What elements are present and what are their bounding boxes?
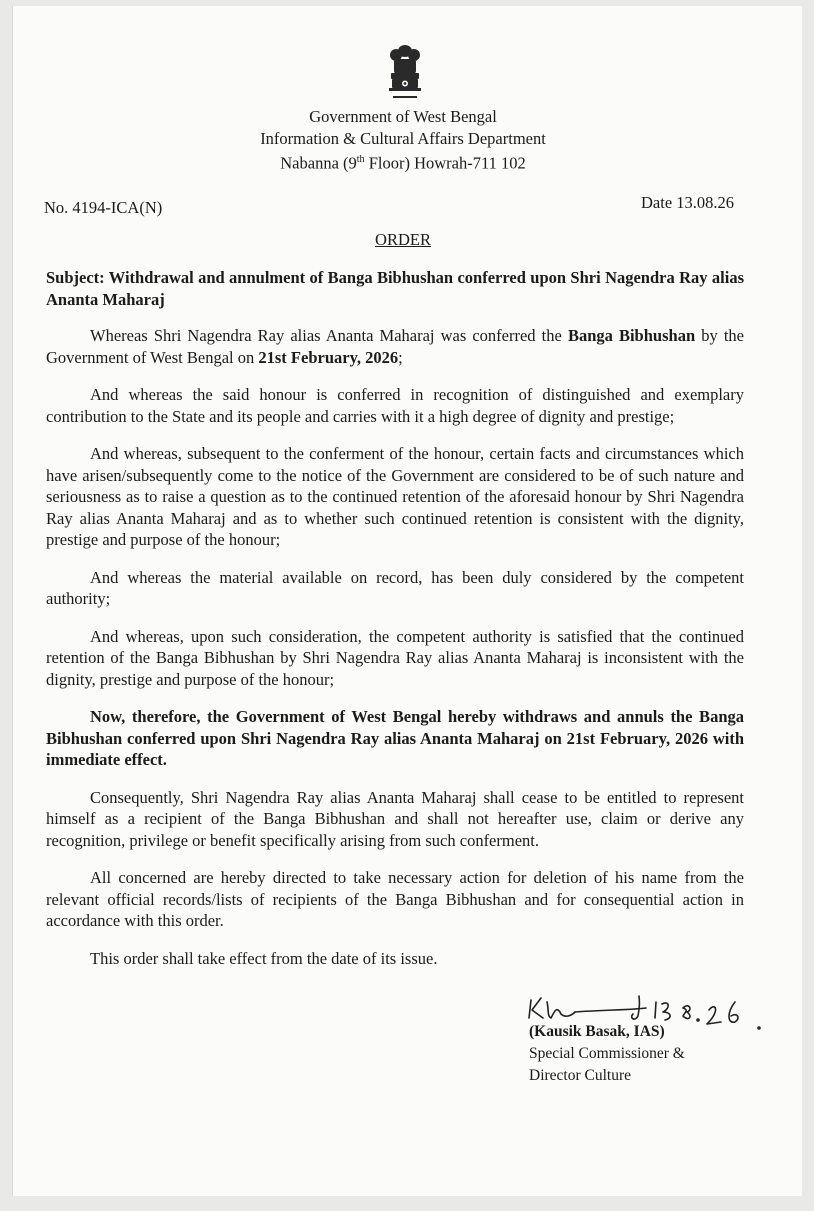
paragraph-7: Consequently, Shri Nagendra Ray alias Ananta Maharaj shall cease to be entitled to represent himself as a recipient of the Banga Bibhushan and shall not hereafter use, claim or derive any recognition, privilege or benefit specifically arising from such conferment.: [46, 787, 744, 850]
order-title: ORDER: [375, 230, 431, 249]
paragraph-3: And whereas, subsequent to the conferment of the honour, certain facts and circumstances which have arisen/subsequently come to the notice of the Government are considered to be of such nature and seriousness as to raise a question as to the continued retention of the aforesaid honour by Shri Nagendra Ray alias Ananta Maharaj and as to whether such continued retention is consistent with the dignity, prestige and purpose of the honour;: [46, 444, 744, 549]
paragraph-9: This order shall take effect from the date of its issue.: [90, 948, 438, 968]
order-date: Date 13.08.26: [641, 193, 735, 212]
signatory-block: [529, 1021, 685, 1087]
paragraph-4: And whereas the material available on record, has been duly considered by the competent authority;: [46, 567, 744, 608]
address: Nabanna (9th Floor) Howrah-711 102: [280, 153, 526, 173]
operative-paragraph: Now, therefore, the Government of West Bengal hereby withdraws and annuls the Banga Bibhushan conferred upon Shri Nagendra Ray alias Ananta Maharaj on 21st February, 2026 with immediate effect.: [46, 707, 744, 769]
government-name: Government of West Bengal: [309, 107, 497, 126]
paragraph-5: And whereas, upon such consideration, the competent authority is satisfied that the continued retention of the Banga Bibhushan by Shri Nagendra Ray alias Ananta Maharaj is inconsistent with the dignity, prestige and purpose of the honour;: [46, 626, 744, 689]
signatory-name: (Kausik Basak, IAS): [529, 1023, 665, 1040]
order-body: [46, 267, 744, 985]
department-name: Information & Cultural Affairs Department: [260, 128, 546, 148]
signatory-title-2: Director Culture: [529, 1067, 632, 1084]
subject-line: Subject: Withdrawal and annulment of Banga Bibhushan conferred upon Shri Nagendra Ray alias Ananta Maharaj: [46, 268, 744, 309]
signatory-title-1: Special Commissioner &: [529, 1045, 685, 1062]
paragraph-2: And whereas the said honour is conferred in recognition of distinguished and exemplary contribution to the State and its people and carries with it a high degree of dignity and prestige;: [46, 385, 744, 426]
state-emblem-icon: [381, 42, 429, 106]
document-page: [12, 6, 802, 1196]
paragraph-8: All concerned are hereby directed to take necessary action for deletion of his name from the relevant official records/lists of recipients of the Banga Bibhushan and for consequential action in accordance with this order.: [46, 868, 744, 930]
reference-number: No. 4194-ICA(N): [44, 198, 163, 217]
letterhead: [13, 106, 793, 174]
paragraph-1: Whereas Shri Nagendra Ray alias Ananta Maharaj was conferred the Banga Bibhushan by the Government of West Bengal on 21st February, 2026;: [46, 326, 744, 367]
